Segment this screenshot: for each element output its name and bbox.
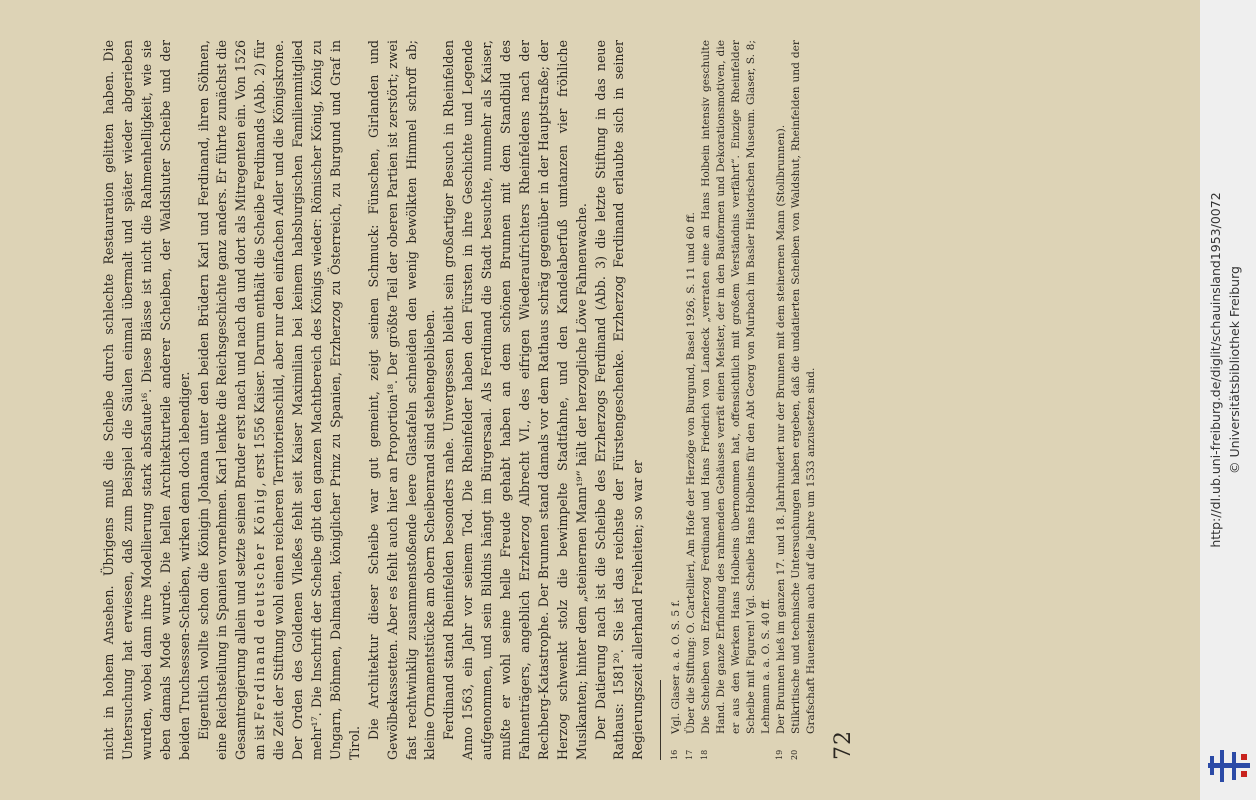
paragraph-5: Der Datierung nach ist die Scheibe des Erzherzogs Ferdinand (Abb. 3) die letzte Stiftung in das neue Rathaus: 1581²⁰. Sie ist das reichste der Fürstengeschenke. Erzherzog Ferdinand erlaubte sich in seiner Regierungszeit allerhand Freiheiten; so war er: [592, 40, 646, 760]
footnote-text: Die Scheiben von Erzherzog Ferdinand und Hans Friedrich von Landeck „verraten eine an Hans Holbein intensiv geschulte Hand. Die ganze Erfindung des rahmenden Gehäuses verrät einen Meister, der in den Bauformen und Dekorationsmotiven, die er aus den Werken Hans Holbeins übernommen hat, offensichtlich mit großem Verständnis verfährt“. Einzige Rheinfelder Scheibe mit Figuren! Vgl. Scheibe Hans Holbeins für den Abt Georg von Murbach im Basler Historischen Museum. Glaser, S. 8; Lehmann a. a. O. S. 40 ff.: [700, 40, 773, 734]
footnote-19: [774, 40, 789, 760]
rotated-text-block: [100, 40, 1100, 760]
footnote-16: [669, 40, 684, 760]
footnote-divider: [660, 680, 661, 760]
emphasis-ferdinand-king: Ferdinand deutscher König: [252, 486, 268, 721]
footnote-text: Der Brunnen hieß im ganzen 17. und 18. Jahrhundert nur der Brunnen mit dem steinernen Mann (Stollbrunnen).: [775, 124, 788, 734]
footnote-number: 17: [685, 749, 695, 760]
paragraph-2-part-c: , erst 1556 Kaiser. Darum enthält die Scheibe Ferdinands (Abb. 2) für die Zeit der Stiftung wohl einen reicheren Territorienschild, aber nur den einfachen Adler und die Königskrone. Der Orden des Goldenen Vließes fehlt seit Kaiser Maximilian bei keinem habsburgischen Familienmitglied mehr¹⁷. Die Inschrift der Scheibe gibt den ganzen Machtbereich des Königs wieder: Römischer König, König zu Ungarn, Böhmen, Dalmatien, königlicher Prinz zu Spanien, Erzherzog zu Österreich, zu Burgund und Graf in Tirol.: [252, 40, 362, 760]
footnote-number: 16: [670, 749, 680, 760]
page-number: 72: [831, 730, 857, 760]
copyright-text: © Universitätsbibliothek Freiburg: [1227, 266, 1242, 474]
library-logo-icon: [1208, 748, 1250, 784]
paragraph-2-part-a: Eigentlich wollte schon die Königin Johanna unter den beiden Brüdern Karl und Ferdinand, ihren Söhnen, eine Reichsteilung in Spanien vornehmen. Karl lenkte die Reichsgeschichte ganz anders. Er führte zunächst die Gesamtregierung allein und setzte seinen Bruder erst nach und nach da und dort als Mitregenten ein. Von 1526 an ist: [195, 40, 268, 760]
footnote-text: Stilkritische und technische Untersuchungen haben ergeben, daß die undatierten Scheiben von Waldshut, Rheinfelden und der Grafschaft Hauenstein auch auf die Jahre um 1533 anzusetzen sind.: [790, 40, 818, 734]
footnote-number: 18: [700, 749, 710, 760]
footnote-number: 19: [775, 749, 785, 760]
footnote-number: 20: [790, 749, 800, 760]
footnote-text: Vgl. Glaser a. a. O. S. 5 f.: [670, 599, 683, 734]
paragraph-4: Ferdinand stand Rheinfelden besonders nahe. Unvergessen bleibt sein großartiger Besuch in Rheinfelden Anno 1563, ein Jahr vor seinem Tod. Die Rheinfelder haben den Fürsten in ihre Geschichte und Legende aufgenommen, und sein Bildnis hängt im Bürgersaal. Als Ferdinand die Stadt besuchte, nunmehr als Kaiser, mußte er wohl seine helle Freude gehabt haben an dem schönen Brunnen mit dem Standbild des Fahnenträgers, angeblich Erzherzog Albrecht VI., des eifrigen Wiederaufrichters Rheinfeldens nach der Rechberg-Katastrophe. Der Brunnen stand damals vor dem Rathaus schräg gegenüber in der Hauptstraße; der Herzog schwenkt stolz die bewimpelte Stadtfahne, und den Kandelaberfuß umtanzen vier fröhliche Musikanten; hinter dem „steinernen Mann¹⁹“ hält der herzogliche Löwe Fahnenwache.: [441, 40, 589, 760]
footnote-text: Über die Stiftung: O. Cartellieri, Am Hofe der Herzöge von Burgund, Basel 1926, S. 11 und 60 ff.: [685, 212, 698, 734]
paragraph-3: Die Architektur dieser Scheibe war gut gemeint, zeigt seinen Schmuck: Fünschen, Girlanden und Gewölbekassetten. Aber es fehlt auch hier an Proportion¹⁸. Der größte Teil der oberen Partien ist zerstört; zwei fast rechtwinklig zusammenstoßende leere Glastafeln schneiden den wenig bewölkten Himmel schroff ab; kleine Ornamentstücke am obern Scheibenrand sind stehengeblieben.: [365, 40, 438, 760]
footnote-18: [699, 40, 774, 760]
source-url-link[interactable]: http://dl.ub.uni-freiburg.de/diglit/schauinsland1953/0072: [1208, 192, 1223, 548]
credit-block: [1206, 0, 1250, 740]
footnote-17: [684, 40, 699, 760]
footnote-20: [789, 40, 819, 760]
paragraph-2: [195, 40, 365, 760]
paragraph-1: nicht in hohem Ansehen. Übrigens muß die Scheibe durch schlechte Restauration gelitten haben. Die Untersuchung hat erwiesen, daß zum Beispiel die Säulen einmal übermalt und später wieder abgerieben wurden, wobei dann ihre Modellierung stark absfaute¹⁶. Diese Blässe ist nicht die Rahmenhelligkeit, wie sie eben damals Mode wurde. Die hellen Architekturteile anderer Scheiben, der Waldshuter Scheibe und der beiden Truchsessen-Scheiben, wirken denn doch lebendiger.: [101, 40, 192, 760]
